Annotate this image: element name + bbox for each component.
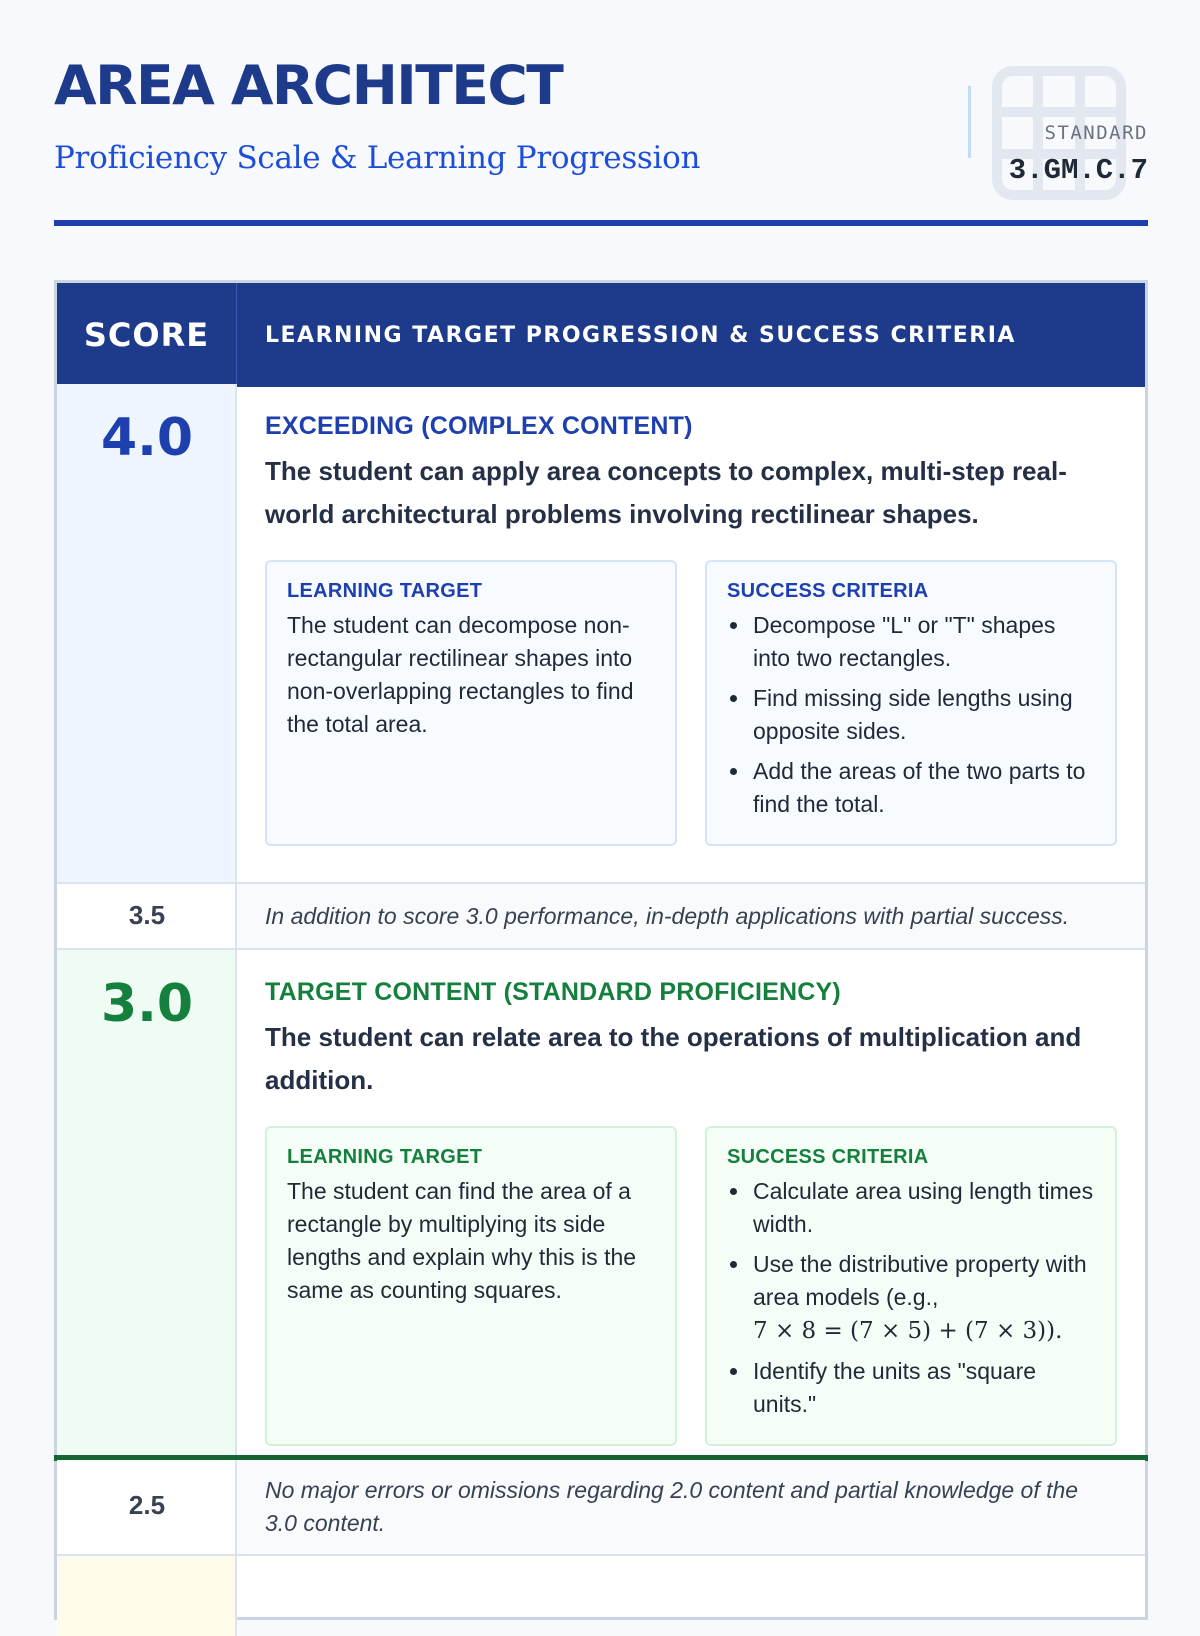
learning-target-label: LEARNING TARGET xyxy=(287,580,483,602)
half-point-description: In addition to score 3.0 performance, in-depth applications with partial success. xyxy=(265,903,1070,929)
level-title: EXCEEDING (COMPLEX CONTENT) xyxy=(265,412,693,440)
list-item: • Decompose "L" or "T" shapes into two rectangles. xyxy=(751,609,1095,675)
column-header-target: LEARNING TARGET PROGRESSION & SUCCESS CRITERIA xyxy=(265,322,1016,348)
score-cell xyxy=(57,884,237,948)
level-row-4-0 xyxy=(57,384,1145,882)
standard-divider xyxy=(968,86,971,158)
score-value: 2.5 xyxy=(128,1490,166,1520)
list-item xyxy=(751,1248,1095,1348)
learning-target-text: The student can find the area of a rectangle by multiplying its side lengths and explain why this is the same as counting squares. xyxy=(287,1178,637,1303)
score-value: 3.5 xyxy=(128,900,166,930)
score-cell xyxy=(57,1460,237,1554)
success-criteria-list xyxy=(727,609,1095,821)
level-description: The student can relate area to the operations of multiplication and addition. xyxy=(265,1022,1082,1095)
level-title: TARGET CONTENT (STANDARD PROFICIENCY) xyxy=(265,978,841,1006)
criteria-text: Use the distributive property with area models (e.g., xyxy=(753,1251,1087,1310)
level-row-3-0 xyxy=(57,950,1145,1472)
list-item: • Find missing side lengths using opposite sides. xyxy=(751,682,1095,748)
score-cell xyxy=(57,384,237,882)
half-point-description: No major errors or omissions regarding 2.0 content and partial knowledge of the 3.0 content. xyxy=(265,1477,1079,1536)
learning-target-label: LEARNING TARGET xyxy=(287,1146,483,1168)
list-item: • Add the areas of the two parts to find the total. xyxy=(751,755,1095,821)
success-criteria-label: SUCCESS CRITERIA xyxy=(727,580,929,602)
success-criteria-card xyxy=(705,560,1117,846)
learning-target-card xyxy=(265,560,677,846)
page-title: AREA ARCHITECT xyxy=(54,54,563,117)
learning-target-text: The student can decompose non-rectangular rectilinear shapes into non-overlapping rectangles to find the total area. xyxy=(287,612,634,737)
proficiency-scale-table xyxy=(54,280,1148,1620)
level-row-next xyxy=(57,1556,1145,1636)
page-header xyxy=(54,50,1148,224)
standard-box xyxy=(968,66,1148,200)
level-row-3-5 xyxy=(57,882,1145,950)
score-value: 4.0 xyxy=(100,408,194,468)
standard-label: STANDARD xyxy=(1044,122,1148,144)
standard-code: 3.GM.C.7 xyxy=(1008,154,1148,187)
header-rule xyxy=(54,220,1148,226)
table-header xyxy=(57,283,1145,387)
success-criteria-list xyxy=(727,1175,1095,1421)
success-criteria-card xyxy=(705,1126,1117,1446)
score-cell xyxy=(57,1556,237,1636)
list-item: • Identify the units as "square units." xyxy=(751,1355,1095,1421)
success-criteria-label: SUCCESS CRITERIA xyxy=(727,1146,929,1168)
list-item: • Calculate area using length times width. xyxy=(751,1175,1095,1241)
level-row-2-5 xyxy=(57,1460,1145,1556)
page-subtitle: Proficiency Scale & Learning Progression xyxy=(54,140,701,176)
learning-target-card xyxy=(265,1126,677,1446)
column-header-score: SCORE xyxy=(57,283,237,387)
math-example: 7 × 8 = (7 × 5) + (7 × 3)). xyxy=(753,1318,1063,1344)
score-value: 3.0 xyxy=(100,974,194,1034)
score-cell xyxy=(57,950,237,1472)
level-description: The student can apply area concepts to complex, multi-step real-world architectural problems involving rectilinear shapes. xyxy=(265,456,1067,529)
